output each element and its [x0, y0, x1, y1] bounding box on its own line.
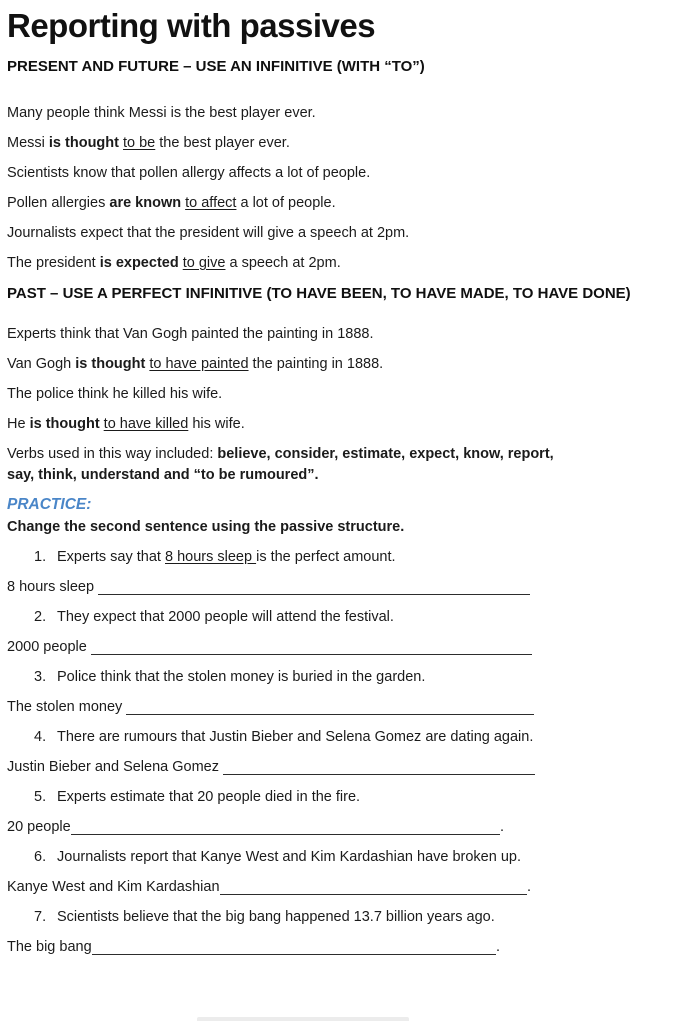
item-sentence — [57, 607, 690, 628]
note-bold: believe, consider, estimate, expect, know, report, say, think, understand and “to be rumoured”. — [7, 446, 554, 483]
practice-instruction: Change the second sentence using the passive structure. — [7, 519, 405, 535]
answer-blank — [126, 711, 534, 715]
answer-line — [7, 637, 532, 658]
sentence-bold: is expected — [99, 255, 183, 271]
item-number: 5. — [34, 789, 47, 805]
answer-blank — [71, 831, 500, 835]
sentence-text: the painting in 1888. — [248, 356, 384, 372]
practice-heading: PRACTICE: — [7, 496, 92, 513]
answer-blank — [92, 951, 496, 955]
sentence-text: the best player ever. — [155, 135, 290, 151]
sentence-text: He — [7, 416, 30, 432]
sentence-text: Experts say that — [57, 549, 165, 565]
sentence-text: Scientists know that pollen allergy affects a lot of people. — [7, 165, 371, 181]
answer-period: . — [526, 879, 531, 895]
example-sentence — [7, 253, 690, 274]
example-sentence — [7, 384, 690, 405]
answer-label: The big bang — [7, 939, 92, 955]
answer-line — [7, 817, 504, 838]
answer-label: 2000 people — [7, 639, 91, 655]
sentence-underline: to give — [182, 255, 226, 271]
sentence-text: There are rumours that Justin Bieber and Selena Gomez are dating again. — [57, 729, 534, 745]
answer-blank — [220, 891, 527, 895]
answer-blank — [91, 651, 532, 655]
sentence-text: Scientists believe that the big bang happened 13.7 billion years ago. — [57, 909, 495, 925]
sentence-underline: to be — [123, 135, 156, 151]
item-number: 2. — [34, 609, 47, 625]
answer-label: 8 hours sleep — [7, 579, 99, 595]
document-title: Reporting with passives — [7, 7, 376, 44]
section-heading-past: PAST – USE A PERFECT INFINITIVE (TO HAVE BEEN, TO HAVE MADE, TO HAVE DONE) — [7, 285, 631, 302]
sentence-bold: is thought — [29, 416, 104, 432]
answer-label: Kanye West and Kim Kardashian — [7, 879, 220, 895]
practice-item — [7, 667, 690, 688]
verbs-note — [7, 444, 567, 486]
sentence-underline: to have killed — [103, 416, 189, 432]
example-sentence — [7, 324, 690, 345]
answer-label: Justin Bieber and Selena Gomez — [7, 759, 224, 775]
answer-blank — [223, 771, 535, 775]
item-number: 1. — [34, 549, 47, 565]
practice-item — [7, 787, 690, 808]
answer-line — [7, 577, 530, 598]
sentence-bold: are known — [109, 195, 186, 211]
next-page-edge-shadow — [197, 1017, 409, 1021]
sentence-text: Police think that the stolen money is buried in the garden. — [57, 669, 426, 685]
example-sentence — [7, 354, 690, 375]
practice-item — [7, 727, 690, 748]
sentence-text: Journalists report that Kanye West and Kim Kardashian have broken up. — [57, 849, 521, 865]
practice-item — [7, 847, 690, 868]
sentence-text: Van Gogh — [7, 356, 76, 372]
example-sentence — [7, 133, 690, 154]
sentence-underline: to affect — [185, 195, 237, 211]
note-plain: Verbs used in this way included: — [7, 446, 218, 462]
item-sentence — [57, 727, 690, 748]
sentence-underline: 8 hours sleep — [165, 549, 257, 565]
answer-line — [7, 757, 535, 778]
example-sentence — [7, 193, 690, 214]
sentence-text: Experts think that Van Gogh painted the painting in 1888. — [7, 326, 374, 342]
sentence-text: The president — [7, 255, 100, 271]
practice-item — [7, 607, 690, 628]
answer-line — [7, 877, 531, 898]
sentence-text: a speech at 2pm. — [225, 255, 341, 271]
sentence-text: is the perfect amount. — [256, 549, 396, 565]
item-sentence — [57, 547, 690, 568]
section-heading-present-future: PRESENT AND FUTURE – USE AN INFINITIVE (WITH “TO”) — [7, 58, 425, 75]
item-number: 3. — [34, 669, 47, 685]
practice-item — [7, 547, 690, 568]
sentence-bold: is thought — [48, 135, 123, 151]
sentence-text: Many people think Messi is the best player ever. — [7, 105, 316, 121]
answer-label: 20 people — [7, 819, 71, 835]
practice-item — [7, 907, 690, 928]
answer-blank — [98, 591, 530, 595]
sentence-text: They expect that 2000 people will attend the festival. — [57, 609, 394, 625]
sentence-text: Journalists expect that the president will give a speech at 2pm. — [7, 225, 410, 241]
sentence-bold: is thought — [75, 356, 150, 372]
item-sentence — [57, 667, 690, 688]
example-sentence — [7, 223, 690, 244]
answer-line — [7, 697, 534, 718]
item-number: 6. — [34, 849, 47, 865]
sentence-text: a lot of people. — [236, 195, 336, 211]
sentence-text: Pollen allergies — [7, 195, 110, 211]
sentence-text: his wife. — [188, 416, 245, 432]
answer-line — [7, 937, 500, 958]
example-sentence — [7, 414, 690, 435]
sentence-text: Experts estimate that 20 people died in the fire. — [57, 789, 361, 805]
sentence-text: Messi — [7, 135, 49, 151]
answer-label: The stolen money — [7, 699, 127, 715]
example-sentence — [7, 103, 690, 124]
answer-period: . — [495, 939, 500, 955]
example-sentence — [7, 163, 690, 184]
item-number: 4. — [34, 729, 47, 745]
item-number: 7. — [34, 909, 47, 925]
item-sentence — [57, 787, 690, 808]
item-sentence — [57, 847, 690, 868]
answer-period: . — [499, 819, 504, 835]
item-sentence — [57, 907, 690, 928]
sentence-underline: to have painted — [149, 356, 249, 372]
sentence-text: The police think he killed his wife. — [7, 386, 223, 402]
